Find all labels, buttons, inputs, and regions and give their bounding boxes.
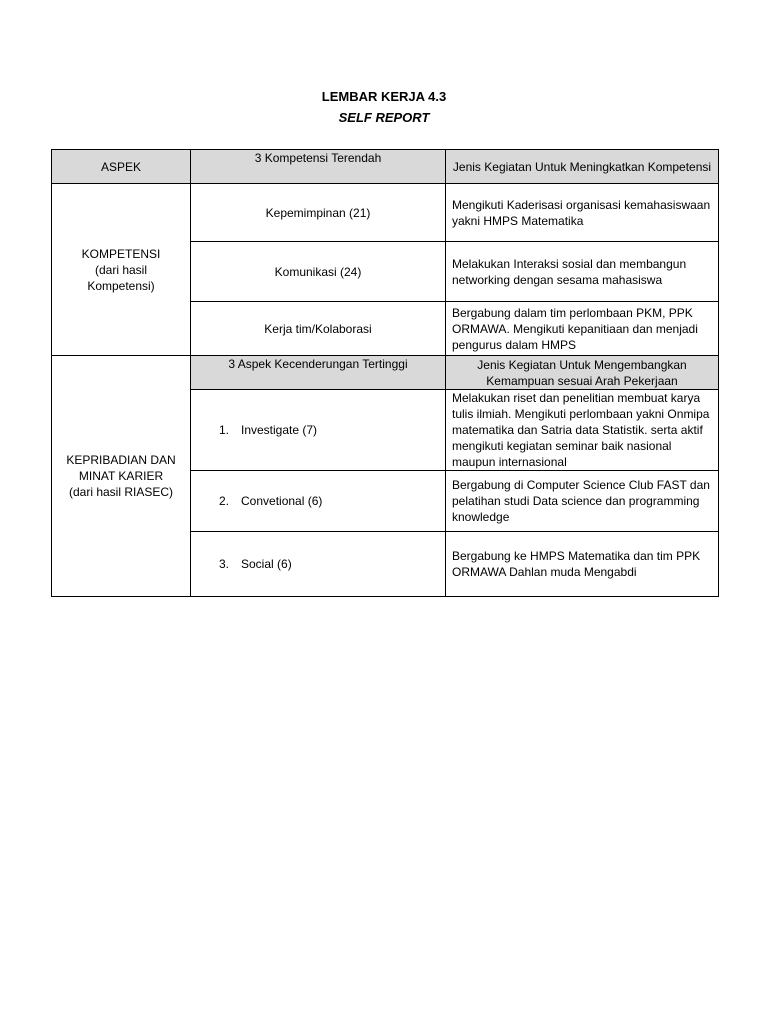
kompetensi-activity: Mengikuti Kaderisasi organisasi kemahasiswaan yakni HMPS Matematika — [446, 184, 719, 242]
kecenderungan-item — [191, 390, 446, 471]
kecenderungan-activity: Bergabung ke HMPS Matematika dan tim PPK ORMAWA Dahlan muda Mengabdi — [446, 532, 719, 597]
subheader-jenis-kegiatan-mengembangkan: Jenis Kegiatan Untuk Mengembangkan Kemampuan sesuai Arah Pekerjaan — [446, 356, 719, 390]
item-label: Investigate (7) — [241, 423, 318, 437]
kecenderungan-activity: Melakukan riset dan penelitian membuat karya tulis ilmiah. Mengikuti perlombaan yakni Onmipa matematika dan Satria data Statistik. serta aktif mengikuti kegiatan seminar baik nasional maupun internasional — [446, 390, 719, 471]
document-subtitle: SELF REPORT — [338, 110, 430, 125]
kompetensi-item: Kerja tim/Kolaborasi — [191, 302, 446, 356]
kompetensi-activity: Bergabung dalam tim perlombaan PKM, PPK ORMAWA. Mengikuti kepanitiaan dan menjadi pengurus dalam HMPS — [446, 302, 719, 356]
header-aspek: ASPEK — [52, 150, 191, 184]
kecenderungan-item — [191, 471, 446, 532]
kompetensi-item: Kepemimpinan (21) — [191, 184, 446, 242]
header-kompetensi-terendah: 3 Kompetensi Terendah — [191, 150, 446, 184]
item-number: 2. — [219, 494, 230, 508]
self-report-table — [51, 149, 719, 597]
kompetensi-activity: Melakukan Interaksi sosial dan membangun networking dengan sesama mahasiswa — [446, 242, 719, 302]
document-title: LEMBAR KERJA 4.3 — [321, 89, 447, 104]
aspek-kompetensi-label: KOMPETENSI — [81, 246, 161, 261]
table-header-row — [52, 150, 719, 184]
aspek-kepribadian-label-cont: MINAT KARIER — [78, 469, 164, 483]
item-label: Social (6) — [241, 557, 292, 571]
kecenderungan-activity: Bergabung di Computer Science Club FAST dan pelatihan studi Data science dan programming knowledge — [446, 471, 719, 532]
aspek-kompetensi-source: (dari hasil — [94, 262, 148, 277]
header-jenis-kegiatan-meningkatkan: Jenis Kegiatan Untuk Meningkatkan Kompetensi — [446, 150, 719, 184]
item-label: Convetional (6) — [241, 494, 323, 508]
aspek-kompetensi-source-end: Kompetensi) — [87, 278, 155, 293]
item-number: 3. — [219, 557, 230, 571]
aspek-kompetensi-cell — [52, 184, 191, 356]
subheader-aspek-kecenderungan: 3 Aspek Kecenderungan Tertinggi — [191, 356, 446, 390]
aspek-kepribadian-label: KEPRIBADIAN DAN — [66, 453, 176, 467]
kompetensi-item: Komunikasi (24) — [191, 242, 446, 302]
aspek-kepribadian-source: (dari hasil RIASEC) — [68, 485, 174, 499]
table-row — [52, 184, 719, 242]
item-number: 1. — [219, 423, 230, 437]
kecenderungan-item — [191, 532, 446, 597]
aspek-kepribadian-cell — [52, 356, 191, 597]
kepribadian-subheader-row — [52, 356, 719, 390]
